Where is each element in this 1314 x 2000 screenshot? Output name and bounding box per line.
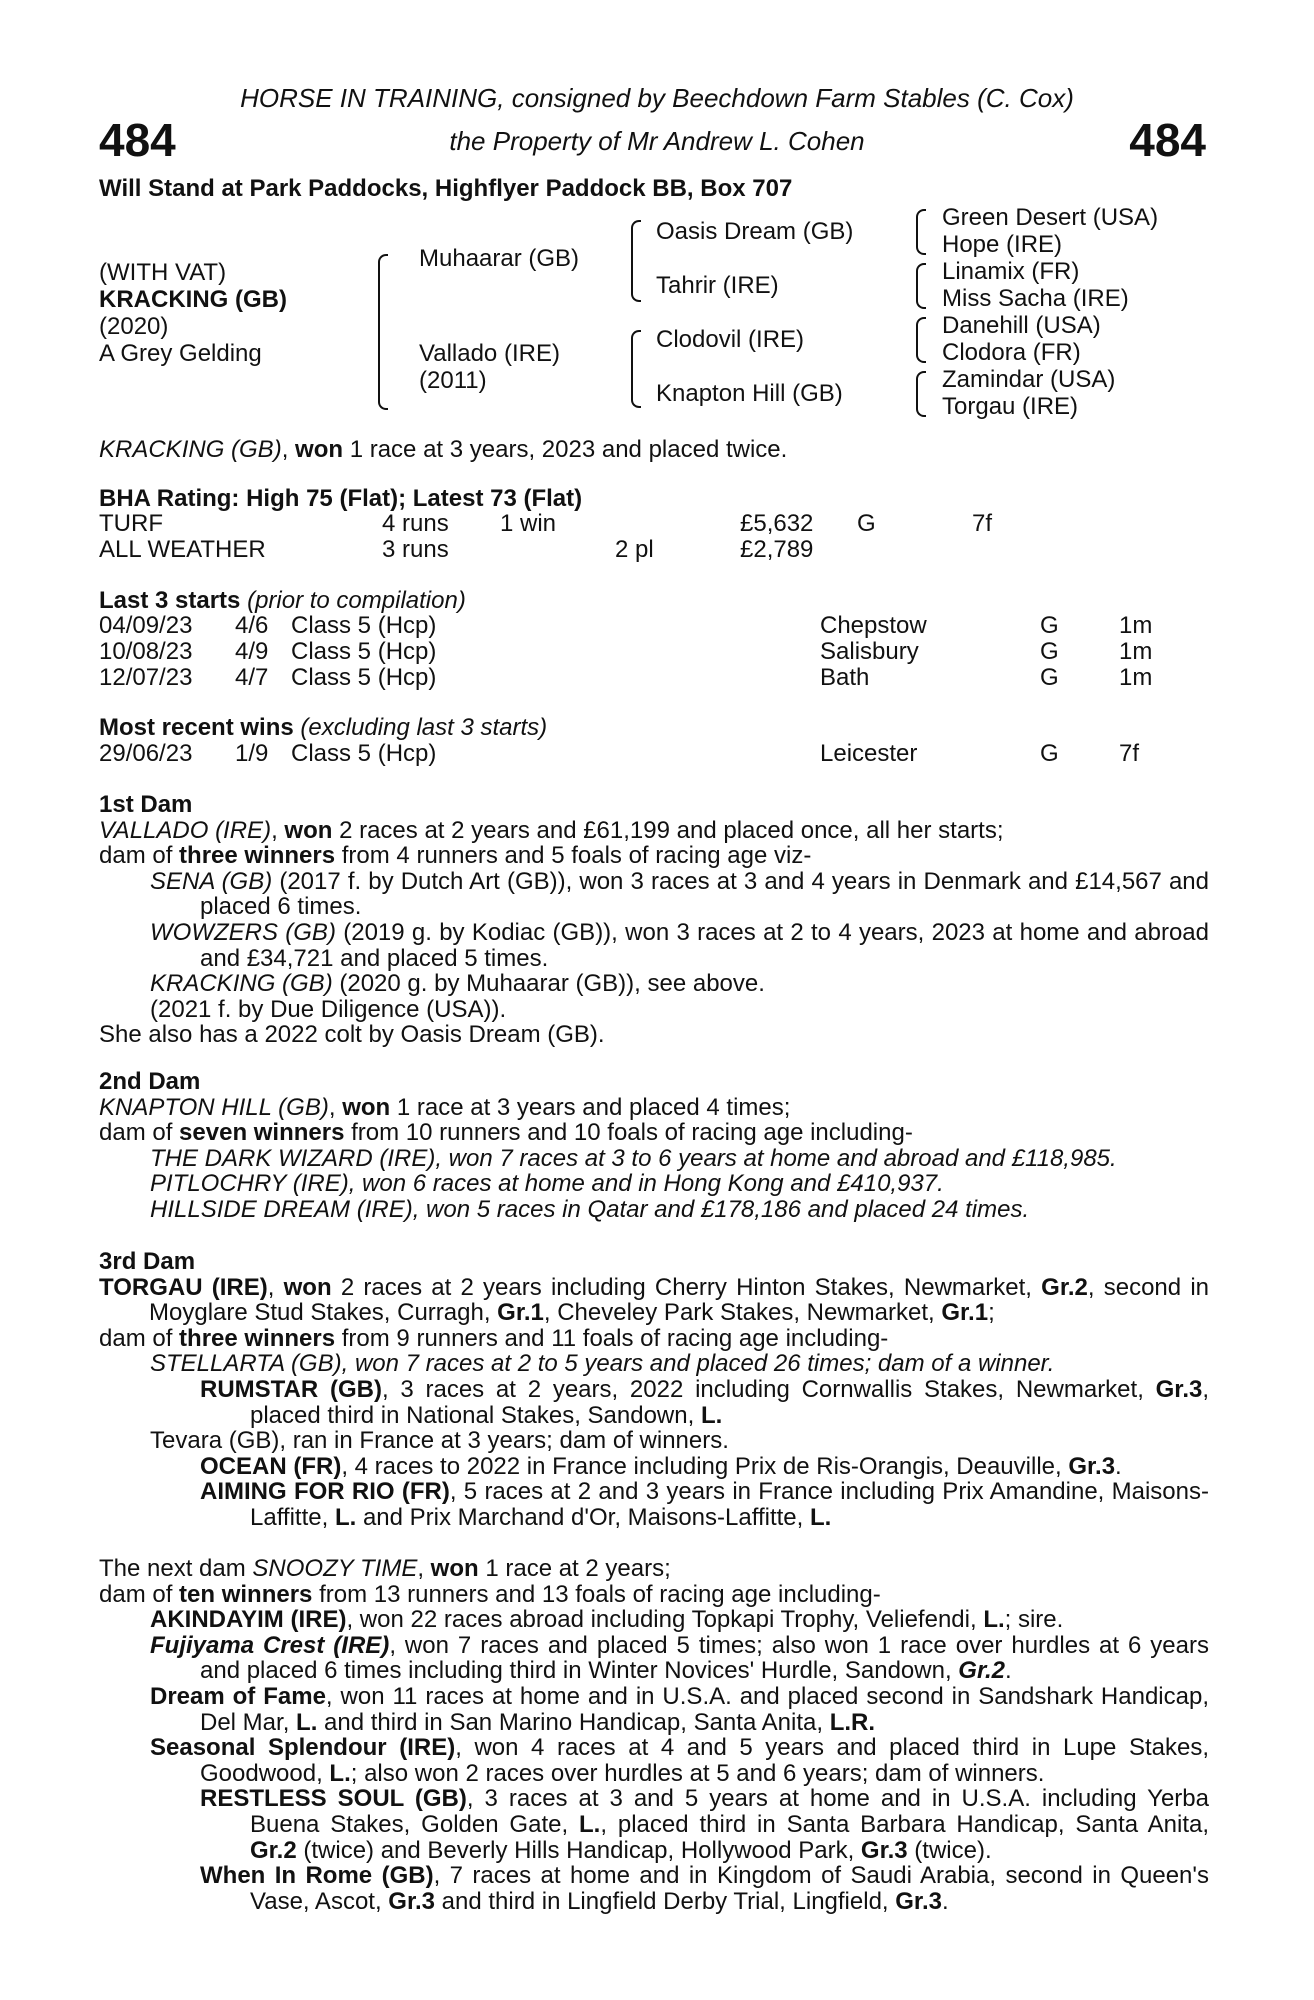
start-distance: 1m (1119, 612, 1153, 639)
produce-name: RESTLESS SOUL (GB) (200, 1785, 467, 1813)
produce-name: OCEAN (FR) (200, 1452, 342, 1480)
produce-text: , placed third in National Stakes, Sandown, (250, 1375, 1210, 1429)
win-date: 29/06/23 (99, 740, 193, 767)
grade: Gr.2 (1041, 1273, 1088, 1301)
recent-wins-note: (excluding last 3 starts) (300, 714, 548, 741)
grade: L. (334, 1503, 357, 1531)
grade: Gr.3 (388, 1887, 435, 1915)
grade: Gr.1 (941, 1299, 989, 1327)
next-dam-record (99, 1556, 1209, 1582)
last3-heading (99, 588, 466, 614)
pedigree-brace-sire (625, 220, 639, 302)
t1: 2 races at 2 years including Cherry Hinton Stakes, Newmarket, (331, 1273, 1042, 1301)
rating-surface: ALL WEATHER (99, 536, 266, 563)
produce-entry: Tevara (GB), ran in France at 3 years; dam of winners. (150, 1427, 729, 1455)
start-distance: 1m (1119, 638, 1153, 665)
first-dam-heading: 1st Dam (99, 791, 193, 818)
consignment-line: HORSE IN TRAINING, consigned by Beechdown Farm Stables (C. Cox) (240, 83, 1074, 113)
second-dam-name: KNAPTON HILL (GB) (99, 1093, 329, 1121)
summary-horse: KRACKING (GB) (99, 436, 282, 463)
produce-name: HILLSIDE DREAM (IRE) (150, 1195, 413, 1223)
start-date: 04/09/23 (99, 612, 193, 639)
produce-entry (99, 1377, 1209, 1428)
produce-text: , won 7 races at 3 to 6 years at home and abroad and £118,985. (435, 1144, 1117, 1172)
next-dam-won: won (430, 1555, 479, 1582)
next-dam-section (99, 1556, 1209, 1914)
dam-year: (2011) (419, 367, 487, 394)
horse-description: A Grey Gelding (99, 340, 262, 367)
second-dam-record-text: 1 race at 3 years and placed 4 times; (390, 1093, 791, 1121)
grade: Gr.3 (1155, 1375, 1203, 1403)
first-dam-section (99, 792, 1209, 1048)
second-dam-intro-a: dam of (99, 1119, 180, 1147)
produce-text: (2019 g. by Kodiac (GB)), won 3 races at 2 to 4 years, 2023 at home and abroad and £34,721 and placed 5 times. (200, 918, 1209, 972)
lot-number-right: 484 (1129, 114, 1206, 166)
vat-note: (WITH VAT) (99, 259, 227, 286)
start-date: 10/08/23 (99, 638, 193, 665)
t4: ; (988, 1299, 995, 1327)
rating-row (99, 511, 1209, 537)
summary-sep: , (281, 436, 296, 463)
first-dam-won: won (284, 816, 333, 844)
pedigree-brace-dam (625, 330, 639, 408)
win-going: G (1040, 740, 1059, 767)
start-position: 4/6 (235, 612, 269, 639)
first-dam-winners: three winners (179, 842, 336, 870)
produce-name: Dream of Fame (150, 1682, 326, 1710)
grade: Gr.1 (497, 1299, 544, 1327)
recent-wins-title: Most recent wins (99, 714, 294, 741)
horse-year: (2020) (99, 313, 169, 340)
second-dam-section (99, 1069, 1209, 1223)
produce-entry (99, 971, 1209, 997)
gen3-5: Danehill (USA) (942, 312, 1101, 339)
pedigree-brace-g3a (910, 209, 924, 255)
produce-name: WOWZERS (GB) (150, 918, 336, 946)
next-dam-sep: , (417, 1555, 431, 1582)
produce-text: , placed third in Santa Barbara Handicap, Santa Anita, (600, 1810, 1209, 1838)
produce-text: , 4 races to 2022 in France including Prix de Ris-Orangis, Deauville, (341, 1452, 1069, 1480)
first-dam-record-text: 2 races at 2 years and £61,199 and placed once, all her starts; (332, 816, 1004, 844)
produce-name: PITLOCHRY (IRE) (150, 1170, 349, 1198)
rating-wins: 1 win (500, 510, 557, 537)
summary-won: won (295, 436, 344, 463)
next-dam-record-text: 1 race at 2 years; (478, 1555, 671, 1582)
produce-entry (99, 869, 1209, 920)
rating-heading: BHA Rating: High 75 (Flat); Latest 73 (Flat) (99, 485, 583, 512)
last3-title: Last 3 starts (99, 587, 241, 614)
first-dam-intro-c: from 4 runners and 5 foals of racing age viz- (335, 842, 812, 870)
start-position: 4/9 (235, 638, 269, 665)
third-dam-section (99, 1249, 1209, 1531)
grade: Gr.3 (895, 1887, 942, 1915)
last3-note: (prior to compilation) (247, 587, 466, 614)
win-row (99, 741, 1209, 767)
win-distance: 7f (1119, 740, 1140, 767)
produce-text: ; also won 2 races over hurdles at 5 and 6 years; dam of winners. (350, 1759, 1045, 1787)
produce-text: . (1115, 1452, 1122, 1480)
next-dam-intro-a: dam of (99, 1580, 180, 1608)
produce-text: and Prix Marchand d'Or, Maisons-Laffitte, (356, 1503, 810, 1531)
next-dam-produce-intro (99, 1582, 1209, 1608)
win-course: Leicester (820, 740, 918, 767)
grade: Gr.3 (1068, 1452, 1116, 1480)
produce-text: and third in San Marino Handicap, Santa Anita, (317, 1708, 830, 1736)
next-dam-name: SNOOZY TIME (252, 1555, 418, 1582)
pedigree-brace-g3c (910, 317, 924, 363)
win-class: Class 5 (Hcp) (291, 740, 437, 767)
rating-distance: 7f (972, 510, 993, 537)
lot-number-left: 484 (99, 114, 176, 166)
grade: L. (296, 1708, 318, 1736)
start-row (99, 613, 1209, 639)
sire-sire: Oasis Dream (GB) (656, 218, 854, 245)
start-course: Chepstow (820, 612, 927, 639)
produce-text: , 7 races at home and in Kingdom of Saudi Arabia, second in Queen's Vase, Ascot, (250, 1862, 1209, 1915)
produce-entry (99, 1684, 1209, 1735)
t2: , second in Moyglare Stud Stakes, Curragh, (149, 1273, 1210, 1327)
second-dam-produce-intro (99, 1120, 1209, 1146)
second-dam-won: won (342, 1093, 391, 1121)
race-summary (99, 437, 787, 463)
next-dam-winners: ten winners (179, 1580, 313, 1608)
gen3-3: Linamix (FR) (942, 258, 1080, 285)
next-dam-intro-c: from 13 runners and 13 foals of racing age including- (312, 1580, 881, 1608)
produce-text: , won 5 races in Qatar and £178,186 and placed 24 times. (412, 1195, 1030, 1223)
t3: , Cheveley Park Stakes, Newmarket, (543, 1299, 942, 1327)
produce-entry (99, 1633, 1209, 1684)
produce-entry (99, 1479, 1209, 1530)
first-dam-produce-intro (99, 843, 1209, 869)
produce-entry (99, 1146, 1209, 1172)
dam: Vallado (IRE) (419, 340, 560, 367)
dam-sire: Clodovil (IRE) (656, 326, 805, 353)
rating-prize: £5,632 (740, 510, 814, 537)
grade: Gr.3 (860, 1836, 908, 1864)
grade: L. (579, 1810, 601, 1838)
produce-entry (99, 1607, 1209, 1633)
start-class: Class 5 (Hcp) (291, 638, 437, 665)
third-dam-heading: 3rd Dam (99, 1248, 196, 1275)
pedigree-brace-g3b (910, 263, 924, 309)
grade: Gr.2 (958, 1657, 1005, 1685)
produce-text: (twice). (907, 1836, 992, 1864)
grade: L. (700, 1401, 723, 1429)
start-going: G (1040, 664, 1059, 691)
produce-name: Fujiyama Crest (IRE) (150, 1631, 390, 1659)
produce-text: . (941, 1887, 949, 1915)
pedigree-brace-g3d (910, 371, 924, 417)
first-dam-intro-a: dam of (99, 842, 180, 870)
third-dam-name: TORGAU (IRE) (99, 1273, 268, 1301)
produce-entry: (2021 f. by Due Diligence (USA)). (150, 995, 507, 1023)
produce-text: (twice) and Beverly Hills Handicap, Hollywood Park, (296, 1836, 861, 1864)
third-dam-intro-c: from 9 runners and 11 foals of racing age including- (335, 1324, 889, 1352)
gen3-6: Clodora (FR) (942, 339, 1081, 366)
start-distance: 1m (1119, 664, 1153, 691)
dam-dam: Knapton Hill (GB) (656, 380, 843, 407)
stand-location: Will Stand at Park Paddocks, Highflyer Paddock BB, Box 707 (99, 175, 793, 202)
produce-text: , 3 races at 3 and 5 years at home and in U.S.A. including Yerba Buena Stakes, Golden Gate, (250, 1785, 1209, 1838)
third-dam-winners: three winners (179, 1324, 336, 1352)
gen3-8: Torgau (IRE) (942, 393, 1079, 420)
rating-placed: 2 pl (615, 536, 654, 563)
start-date: 12/07/23 (99, 664, 193, 691)
produce-text: and third in Lingfield Derby Trial, Lingfield, (435, 1887, 896, 1915)
produce-name: AIMING FOR RIO (FR) (200, 1478, 450, 1506)
second-dam-heading: 2nd Dam (99, 1068, 201, 1095)
produce-text: , won 22 races abroad including Topkapi Trophy, Veliefendi, (346, 1606, 984, 1634)
win-position: 1/9 (235, 740, 269, 767)
gen3-2: Hope (IRE) (942, 231, 1063, 258)
rating-runs: 3 runs (382, 536, 449, 563)
third-dam-record: TORGAU (IRE), won 2 races at 2 years including Cherry Hinton Stakes, Newmarket, Gr.2, second in Moyglare Stud Stakes, Curragh, Gr.1, Cheveley Park Stakes, Newmarket, Gr.1; (99, 1273, 1210, 1327)
property-line: the Property of Mr Andrew L. Cohen (449, 126, 865, 156)
produce-text: . (1005, 1657, 1012, 1685)
gen3-4: Miss Sacha (IRE) (942, 285, 1129, 312)
rating-row (99, 537, 1209, 563)
produce-entry (99, 1863, 1209, 1914)
produce-text: , won 6 races at home and in Hong Kong and £410,937. (348, 1170, 944, 1198)
start-class: Class 5 (Hcp) (291, 612, 437, 639)
grade: L. (983, 1606, 1005, 1634)
produce-text: ; sire. (1004, 1606, 1064, 1634)
sire-dam: Tahrir (IRE) (656, 272, 779, 299)
produce-name: Seasonal Splendour (IRE) (150, 1734, 456, 1762)
grade: L. (809, 1503, 832, 1531)
produce-name: AKINDAYIM (IRE) (150, 1606, 347, 1634)
start-row (99, 639, 1209, 665)
start-course: Salisbury (820, 638, 919, 665)
recent-wins-heading (99, 715, 547, 741)
rating-runs: 4 runs (382, 510, 449, 537)
sire: Muhaarar (GB) (419, 245, 580, 272)
start-class: Class 5 (Hcp) (291, 664, 437, 691)
produce-name: THE DARK WIZARD (IRE) (150, 1144, 436, 1172)
third-dam-won: won (283, 1273, 332, 1301)
first-dam-name: VALLADO (IRE) (99, 816, 272, 844)
start-row (99, 665, 1209, 691)
first-dam-record: VALLADO (IRE), won 2 races at 2 years and £61,199 and placed once, all her starts; (99, 816, 1004, 844)
summary-rest: 1 race at 3 years, 2023 and placed twice. (343, 436, 788, 463)
third-dam-produce-intro (99, 1326, 1209, 1352)
gen3-7: Zamindar (USA) (942, 366, 1116, 393)
produce-text: (2017 f. by Dutch Art (GB)), won 3 races at 3 and 4 years in Denmark and £14,567 and placed 6 times. (200, 867, 1210, 921)
produce-text: , 5 races at 2 and 3 years in France including Prix Amandine, Maisons-Laffitte, (250, 1478, 1209, 1531)
grade: L. (329, 1759, 351, 1787)
start-going: G (1040, 612, 1059, 639)
produce-name: STELLARTA (GB) (150, 1350, 342, 1378)
second-dam-winners: seven winners (179, 1119, 345, 1147)
produce-text: , 3 races at 2 years, 2022 including Cornwallis Stakes, Newmarket, (381, 1375, 1156, 1403)
gen3-1: Green Desert (USA) (942, 204, 1159, 231)
horse-name: KRACKING (GB) (99, 286, 287, 313)
produce-entry (99, 1171, 1209, 1197)
second-dam-record: KNAPTON HILL (GB), won 1 race at 3 years and placed 4 times; (99, 1093, 791, 1121)
start-course: Bath (820, 664, 870, 691)
produce-text: , won 7 races at 2 to 5 years and placed 26 times; dam of a winner. (341, 1350, 1055, 1378)
second-dam-intro-c: from 10 runners and 10 foals of racing age including- (344, 1119, 913, 1147)
start-going: G (1040, 638, 1059, 665)
rating-prize: £2,789 (740, 536, 814, 563)
produce-text: (2020 g. by Muhaarar (GB)), see above. (332, 970, 765, 998)
next-dam-intro: The next dam (99, 1555, 253, 1582)
rating-going: G (857, 510, 876, 537)
third-dam-intro-a: dam of (99, 1324, 180, 1352)
produce-text: , won 4 races at 4 and 5 years and placed third in Lupe Stakes, Goodwood, (200, 1734, 1209, 1787)
first-dam-note: She also has a 2022 colt by Oasis Dream (GB). (99, 1021, 605, 1049)
rating-surface: TURF (99, 510, 163, 537)
grade: Gr.2 (250, 1836, 297, 1864)
grade: L.R. (829, 1708, 876, 1736)
produce-entry (99, 920, 1209, 971)
produce-name: KRACKING (GB) (150, 970, 333, 998)
produce-text: , won 7 races and placed 5 times; also won 1 race over hurdles at 6 years and placed 6 times including third in Winter Novices' Hurdle, Sandown, (200, 1631, 1209, 1685)
produce-entry (99, 1197, 1209, 1223)
pedigree-brace-main (372, 254, 386, 410)
produce-text: , won 11 races at home and in U.S.A. and placed second in Sandshark Handicap, Del Mar, (200, 1682, 1210, 1736)
produce-name: When In Rome (GB) (200, 1862, 434, 1890)
produce-entry (99, 1351, 1209, 1377)
produce-name: SENA (GB) (150, 867, 273, 895)
produce-name: RUMSTAR (GB) (200, 1375, 382, 1403)
produce-entry (99, 1735, 1209, 1786)
produce-entry (99, 1454, 1209, 1480)
start-position: 4/7 (235, 664, 269, 691)
produce-entry (99, 1786, 1209, 1863)
